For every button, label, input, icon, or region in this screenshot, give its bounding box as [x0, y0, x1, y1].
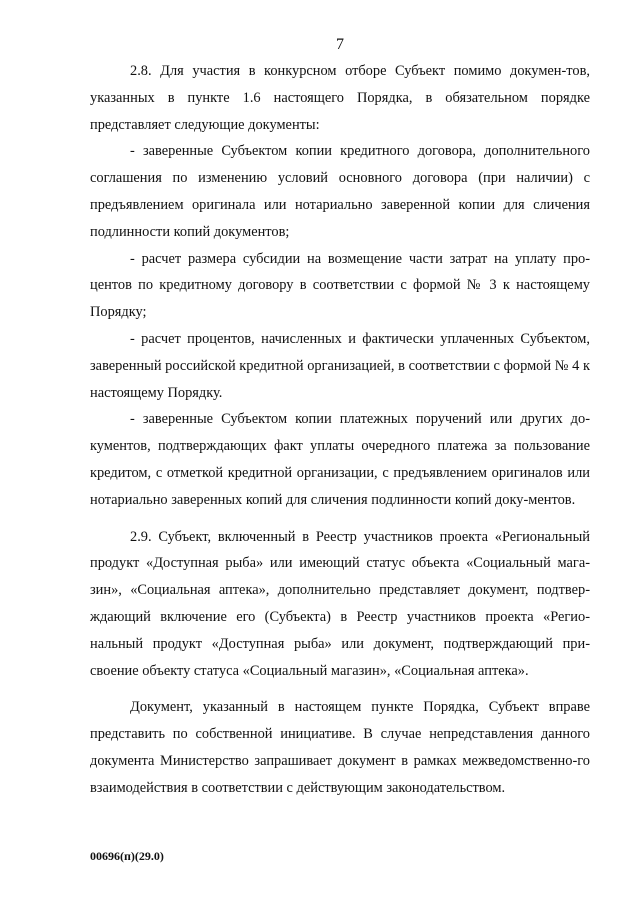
list-item-payment-orders: - заверенные Субъектом копии платежных поручений или других до-кументов, подтверждающих факт уплаты очередного платежа за пользование кредитом, с отметкой кредитной организации, с предъявлением оригиналов или нотариально заверенных копий для сличения подлинности копий доку-ментов.: [90, 411, 590, 508]
list-item-credit-agreement: - заверенные Субъектом копии кредитного договора, дополнительного соглашения по изменению условий основного договора (при наличии) с предъявлением оригинала или нотариально заверенной копии для сличения подлинности копий документов;: [90, 143, 590, 240]
page-number: 7: [336, 36, 344, 53]
footer-code: 00696(п)(29.0): [90, 849, 164, 863]
list-item-interest-calculation: - расчет процентов, начисленных и фактически уплаченных Субъектом, заверенный российской кредитной организацией, в соответствии с формой № 4 к настоящему Порядку.: [90, 330, 590, 401]
paragraph-document-initiative: Документ, указанный в настоящем пункте Порядка, Субъект вправе представить по собственной инициативе. В случае непредставления данного документа Министерство запрашивает документ в рамках межведомственно-го взаимодействия в соответствии с действующим законодательством.: [90, 699, 590, 796]
paragraph-2-8: 2.8. Для участия в конкурсном отборе Субъект помимо докумен-тов, указанных в пункте 1.6 настоящего Порядка, в обязательном порядке представляет следующие документы:: [90, 63, 590, 133]
document-body: [90, 58, 590, 802]
list-item-subsidy-calculation: - расчет размера субсидии на возмещение части затрат на уплату про-центов по кредитному договору в соответствии с формой № 3 к настоящему Порядку;: [90, 250, 590, 321]
paragraph-2-9: 2.9. Субъект, включенный в Реестр участников проекта «Региональный продукт «Доступная рыба» или имеющий статус объекта «Социальный мага-зин», «Социальная аптека», дополнительно представляет документ, подтвер-ждающий включение его (Субъекта) в Реестр участников проекта «Регио-нальный продукт «Доступная рыба» или документ, подтверждающий при-своение объекту статуса «Социальный магазин», «Социальная аптека».: [90, 528, 590, 679]
